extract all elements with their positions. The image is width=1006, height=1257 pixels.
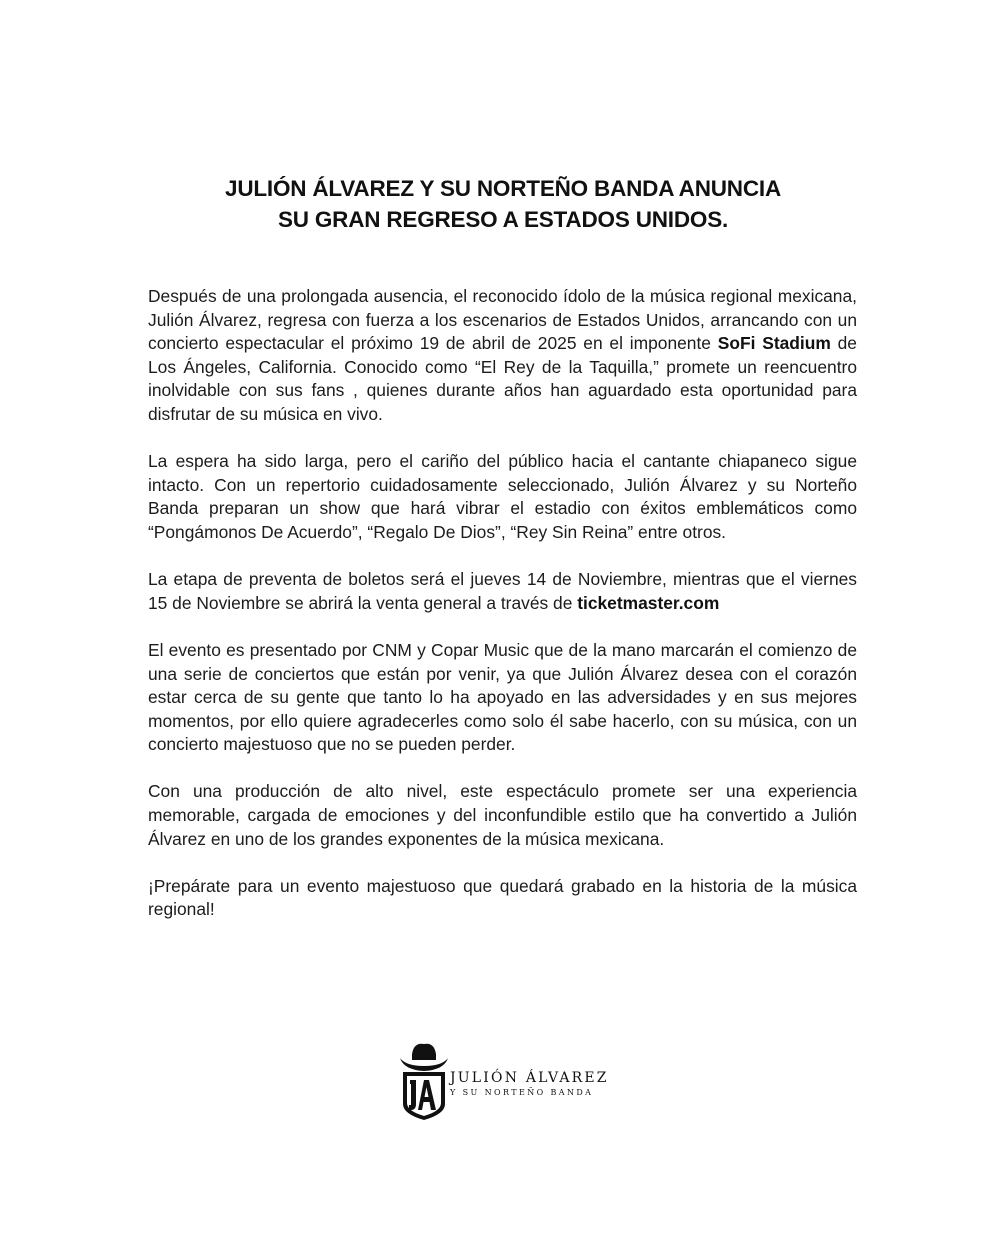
paragraph-1-text-b: de Los Ángeles, California. Conocido como “El Rey de la Taquilla,” promete un reencuentro inolvidable con sus fans , quienes durante años han aguardado esta oportunidad para disfrutar de su música en vivo.: [148, 333, 857, 424]
paragraph-1: [148, 285, 857, 427]
paragraph-2: La espera ha sido larga, pero el cariño del público hacia el cantante chiapaneco sigue intacto. Con un repertorio cuidadosamente seleccionado, Julión Álvarez y su Norteño Banda preparan un show que hará vibrar el estadio con éxitos emblemáticos como “Pongámonos De Acuerdo”, “Regalo De Dios”, “Rey Sin Reina” entre otros.: [148, 451, 857, 542]
paragraph-6: ¡Prepárate para un evento majestuoso que quedará grabado en la historia de la música regional!: [148, 875, 857, 920]
ticket-site: ticketmaster.com: [577, 592, 720, 613]
logo-name: JULIÓN ÁLVAREZ: [450, 1070, 609, 1086]
document-title: [120, 173, 886, 235]
cowboy-hat-monogram-icon: [398, 1040, 450, 1122]
paragraph-1-text-a: Después de una prolongada ausencia, el reconocido ídolo de la música regional mexicana, Julión Álvarez, regresa con fuerza a los escenarios de Estados Unidos, arrancando con un concierto espectacular el próximo 19 de abril de 2025 en el imponente: [148, 286, 857, 354]
paragraph-4: El evento es presentado por CNM y Copar Music que de la mano marcarán el comienzo de una serie de conciertos que están por venir, ya que Julión Álvarez desea con el corazón estar cerca de su gente que tanto lo ha apoyado en las adversidades y en sus mejores momentos, por ello quiere agradecerles como solo él sabe hacerlo, con su música, con un concierto majestuoso que no se pueden perder.: [148, 639, 857, 755]
title-line-2: SU GRAN REGRESO A ESTADOS UNIDOS.: [277, 207, 729, 232]
title-line-1: JULIÓN ÁLVAREZ Y SU NORTEÑO BANDA ANUNCIA: [225, 176, 781, 201]
document-body: [148, 285, 857, 946]
paragraph-3: [148, 568, 857, 615]
logo-subtitle: Y SU NORTEÑO BANDA: [450, 1088, 594, 1097]
venue-name: SoFi Stadium: [717, 333, 831, 354]
brand-logo: [398, 1040, 618, 1122]
paragraph-5: Con una producción de alto nivel, este espectáculo promete ser una experiencia memorable, cargada de emociones y del inconfundible estilo que ha convertido a Julión Álvarez en uno de los grandes exponentes de la música mexicana.: [148, 781, 857, 849]
paragraph-3-text: La etapa de preventa de boletos será el jueves 14 de Noviembre, mientras que el viernes 15 de Noviembre se abrirá la venta general a través de: [148, 569, 857, 613]
